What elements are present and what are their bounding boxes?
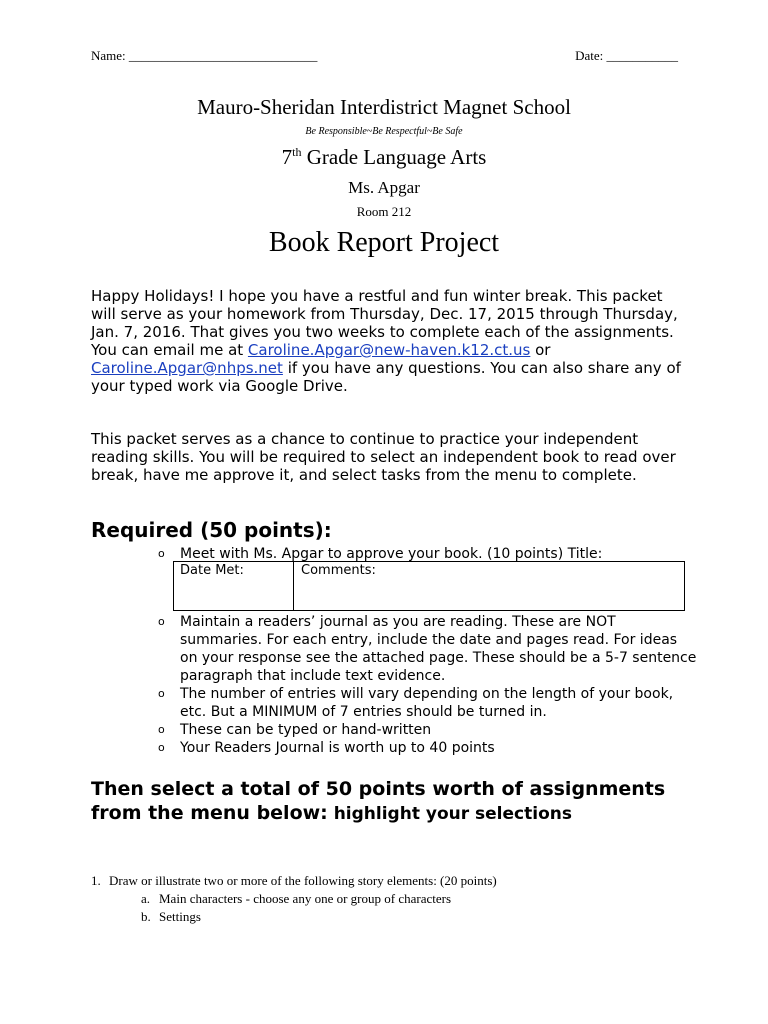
- meeting-table: [173, 561, 685, 611]
- sub-label: a.: [141, 891, 151, 906]
- sub-item-text: Settings: [159, 909, 201, 924]
- list-item: [158, 721, 698, 739]
- list-item: [91, 908, 711, 926]
- school-motto: Be Responsible~Be Respectful~Be Safe: [305, 126, 463, 137]
- email-link-secondary[interactable]: Caroline.Apgar@nhps.net: [91, 359, 283, 377]
- intro-or: or: [530, 341, 551, 359]
- bullet-mark: o: [158, 547, 165, 560]
- intro-text-a: Happy Holidays! I hope you have a restful and fun winter break. This packet will serve as your homework from Thursday, Dec. 17, 2015 through Thursday, Jan. 7, 2016. That gives you two weeks to complete each of the assignments. You can email me at: [91, 287, 678, 359]
- list-item: [158, 739, 698, 757]
- course-title: [0, 145, 768, 170]
- select-note: highlight your selections: [327, 804, 572, 824]
- course-name: Grade Language Arts: [301, 145, 487, 169]
- journal-text: Maintain a readers’ journal as you are reading. These are NOT summaries. For each entry, include the date and pages read. For ideas on your response see the attached page. These should be a 5-7 sentence paragraph that include text evidence.: [180, 614, 697, 684]
- intro-paragraph: [91, 287, 691, 395]
- required-heading: Required (50 points):: [91, 518, 332, 542]
- name-field: Name: _____________________________: [91, 48, 318, 63]
- school-name: Mauro-Sheridan Interdistrict Magnet School: [197, 95, 571, 119]
- list-item: [158, 613, 698, 685]
- comments-cell: Comments:: [301, 563, 376, 578]
- select-heading: [91, 777, 691, 826]
- date-field: Date: ___________: [575, 48, 678, 63]
- select-heading-text: Then select a total of 50 points worth of assignments from the menu below:: [91, 778, 666, 824]
- bullet-mark: o: [158, 723, 165, 736]
- intro-text-b: if you have any questions. You can also share any of your typed work via Google Drive.: [91, 359, 681, 395]
- entries-text: The number of entries will vary depending on the length of your book, etc. But a MINIMUM of 7 entries should be turned in.: [180, 686, 674, 720]
- bullet-mark: o: [158, 741, 165, 754]
- menu-item-text: Draw or illustrate two or more of the following story elements: (20 points): [109, 873, 497, 888]
- sub-label: b.: [141, 909, 151, 924]
- project-title: Book Report Project: [268, 227, 500, 258]
- bullet-mark: o: [158, 687, 165, 700]
- list-item: [91, 872, 711, 890]
- required-bullet-list: [158, 613, 698, 757]
- typed-text: These can be typed or hand-written: [180, 722, 432, 738]
- email-link-primary[interactable]: Caroline.Apgar@new-haven.k12.ct.us: [247, 341, 531, 359]
- room-number: Room 212: [356, 204, 412, 219]
- header-row: [91, 48, 678, 66]
- sub-item-text: Main characters - choose any one or group of characters: [159, 891, 452, 906]
- date-met-cell: Date Met:: [174, 562, 294, 610]
- list-item: [158, 685, 698, 721]
- worth-text: Your Readers Journal is worth up to 40 points: [180, 740, 495, 756]
- grade-number: 7: [281, 145, 293, 169]
- item-number: 1.: [91, 873, 101, 888]
- grade-superscript: th: [292, 145, 302, 159]
- list-item: [91, 890, 711, 908]
- approve-book-text: Meet with Ms. Apgar to approve your book. (10 points) Title:: [180, 546, 603, 562]
- purpose-paragraph: This packet serves as a chance to continue to practice your independent reading skills. You will be required to select an independent book to read over break, have me approve it, and select tasks from the menu to complete.: [91, 430, 676, 484]
- bullet-mark: o: [158, 615, 165, 628]
- teacher-name: Ms. Apgar: [348, 178, 420, 197]
- assignment-menu: [91, 872, 711, 926]
